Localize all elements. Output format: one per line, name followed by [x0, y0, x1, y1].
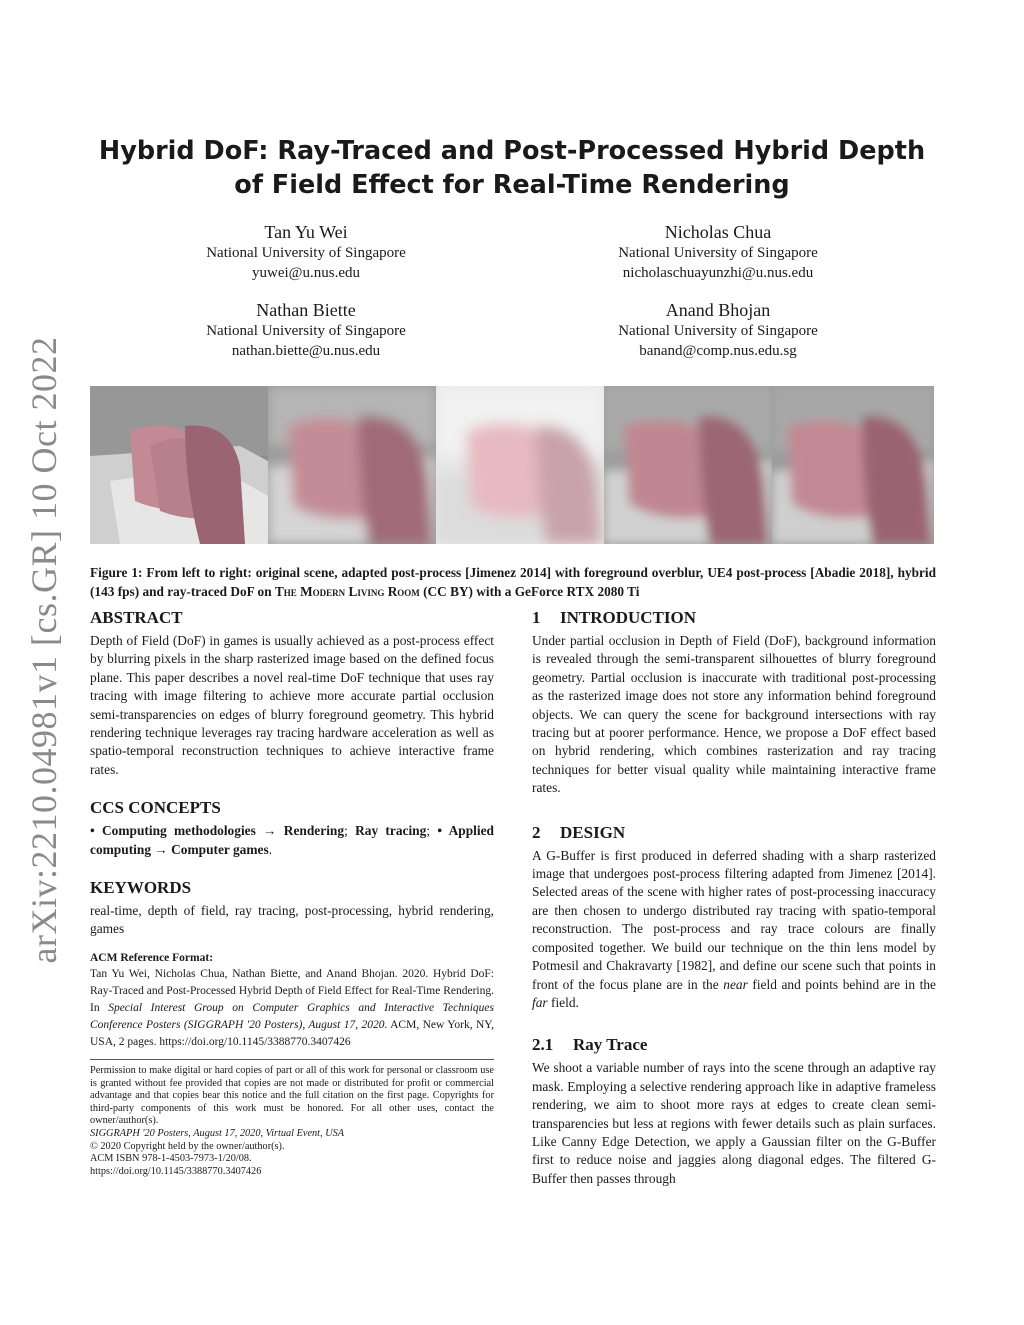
- author-affiliation: National University of Singapore: [206, 245, 406, 261]
- subsection-number: 2.1: [532, 1035, 554, 1055]
- ccs-arrow: →: [255, 823, 284, 839]
- author-name: Nicholas Chua: [664, 222, 772, 242]
- author-affiliation: National University of Singapore: [618, 245, 818, 261]
- acm-reference-heading: ACM Reference Format:: [90, 951, 214, 964]
- author-name: Anand Bhojan: [665, 300, 771, 320]
- caption-text-end: (CC BY) with a GeForce RTX 2080 Ti: [419, 584, 640, 599]
- keywords-heading: KEYWORDS: [90, 878, 192, 898]
- footnote-doi[interactable]: https://doi.org/10.1145/3388770.3407426: [90, 1165, 262, 1177]
- section-title: DESIGN: [560, 822, 626, 842]
- ccs-bullet: • Applied computing: [90, 823, 494, 857]
- author-email[interactable]: nicholaschuayunzhi@u.nus.edu: [622, 265, 814, 281]
- figure-panel-ray-traced: [772, 386, 934, 544]
- design-text: [532, 847, 936, 1013]
- figure-panel-ue4-post-process: [436, 386, 604, 544]
- keywords-text: real-time, depth of field, ray tracing, post-processing, hybrid rendering, games: [90, 903, 494, 937]
- figure-1: [90, 386, 934, 544]
- right-column: [532, 607, 936, 1188]
- design-text-a: A G-Buffer is first produced in deferred shading with a sharp rasterized image that undergoes post-process filtering adapted from Jimenez [2014]. Selected areas of the scene with higher rates of post-processing inaccuracy are then chosen to undergo distributed ray tracing with spatio-temporal reconstruction. The post-process and ray trace colours are finally composited together. We build our technique on the thin lens model by Potmesil and Chakravarty [1982], and define our scene such that points in front of the focus plane are in the: [532, 847, 936, 992]
- author-email[interactable]: nathan.biette@u.nus.edu: [231, 343, 381, 359]
- section-number: 1: [532, 608, 541, 627]
- arxiv-identifier: arXiv:2210.04981v1 [cs.GR] 10 Oct 2022: [24, 336, 64, 964]
- acm-reference-text: [90, 966, 494, 1051]
- author-block: [568, 221, 868, 283]
- section-title: INTRODUCTION: [560, 608, 697, 627]
- author-block: [568, 299, 868, 361]
- introduction-heading: [532, 607, 936, 629]
- ray-trace-heading: [532, 1034, 936, 1056]
- design-text-far: far: [532, 994, 548, 1010]
- ccs-separator: ;: [426, 823, 438, 839]
- left-column: [90, 607, 494, 1051]
- ccs-end: .: [268, 841, 273, 857]
- ccs-separator: ;: [344, 823, 356, 839]
- abstract-text: Depth of Field (DoF) in games is usually achieved as a post-process effect by blurring pixels in the sharp rasterized image based on the defined focus plane. This paper describes a novel real-time DoF technique that uses ray tracing with image filtering to achieve more accurate partial occlusion semi-transparencies on edges of blurry foreground geometry. This hybrid rendering technique leverages ray tracing hardware acceleration as well as spatio-temporal reconstruction techniques to achieve interactive frame rates.: [90, 633, 494, 777]
- ccs-heading: CCS CONCEPTS: [90, 798, 221, 818]
- footnote-venue: SIGGRAPH '20 Posters, August 17, 2020, Virtual Event, USA: [90, 1127, 345, 1139]
- subsection-title: Ray Trace: [573, 1035, 648, 1055]
- design-text-c: field.: [547, 994, 579, 1010]
- footnote: [90, 1065, 494, 1178]
- figure-panel-original: [90, 386, 268, 544]
- author-name: Nathan Biette: [256, 300, 356, 320]
- design-heading: [532, 822, 936, 844]
- author-block: [156, 299, 456, 361]
- acm-reference-publisher[interactable]: ACM, New York, NY, USA, 2 pages. https://doi.org/10.1145/3388770.3407426: [90, 1018, 494, 1048]
- design-text-b: field and points behind are in the: [747, 976, 936, 992]
- caption-text: Figure 1: From left to right: original scene, adapted post-process [Jimenez 2014] with foreground overblur, UE4 post-process [Abadie 2018], hybrid (143 fps) and ray-traced DoF on: [90, 565, 936, 599]
- ccs-arrow: →: [151, 841, 172, 857]
- ccs-bullet: • Computing methodologies: [90, 823, 256, 839]
- ccs-term: Rendering: [283, 823, 345, 839]
- ccs-term: Ray tracing: [355, 823, 427, 839]
- author-email[interactable]: yuwei@u.nus.edu: [252, 265, 360, 281]
- paper-title: Hybrid DoF: Ray-Traced and Post-Processed Hybrid Depth of Field Effect for Real-Time Rendering: [98, 136, 926, 200]
- caption-scene-name: The Modern Living Room: [274, 584, 420, 599]
- author-name: Tan Yu Wei: [264, 222, 348, 242]
- author-affiliation: National University of Singapore: [206, 323, 406, 339]
- design-text-near: near: [723, 976, 748, 992]
- figure-panel-hybrid: [604, 386, 772, 544]
- figure-caption: [90, 563, 936, 601]
- ccs-term: Computer games: [171, 841, 269, 857]
- footnote-copyright: © 2020 Copyright held by the owner/author(s).: [90, 1140, 285, 1152]
- acm-reference-venue: Special Interest Group on Computer Graphics and Interactive Techniques Conference Posters (SIGGRAPH '20 Posters), August 17, 2020.: [90, 1001, 494, 1031]
- ccs-concepts: [90, 822, 494, 859]
- abstract-heading: ABSTRACT: [90, 608, 183, 627]
- author-block: [156, 221, 456, 283]
- section-number: 2: [532, 822, 541, 842]
- author-affiliation: National University of Singapore: [618, 323, 818, 339]
- ray-trace-text: We shoot a variable number of rays into the scene through an adaptive ray mask. Employing a selective rendering approach like in adaptive frameless rendering, we aim to shoot more rays at edges to create clean semi-transparencies but less at regions with fewer details such as plain surfaces. Like Canny Edge Detection, we apply a Gaussian filter on the G-Buffer first to reduce noise and jaggies along diagonal edges. The filtered G-Buffer then passes through: [532, 1060, 936, 1186]
- footnote-divider: [90, 1059, 494, 1060]
- footnote-isbn: ACM ISBN 978-1-4503-7973-1/20/08.: [90, 1153, 252, 1165]
- author-email[interactable]: banand@comp.nus.edu.sg: [639, 343, 797, 359]
- introduction-text: Under partial occlusion in Depth of Field (DoF), background information is revealed through the semi-transparent silhouettes of blurry foreground geometry. Partial occlusion is inaccurate with traditional post-processing as the rasterized image does not store any information behind foreground objects. We can query the scene for background intersections with ray tracing but at poorer performance. Hence, we propose a DoF effect based on hybrid rendering, which combines rasterization and ray tracing techniques for better visual quality while maintaining interactive frame rates.: [532, 633, 936, 796]
- acm-reference-authors: Tan Yu Wei, Nicholas Chua, Nathan Biette, and Anand Bhojan. 2020. Hybrid DoF: Ray-Traced and Post-Processed Hybrid Depth of Field Effect for Real-Time Rendering. In: [90, 967, 494, 1014]
- permission-notice: Permission to make digital or hard copies of part or all of this work for personal or classroom use is granted without fee provided that copies are not made or distributed for profit or commercial advantage and that copies bear this notice and the full citation on the first page. Copyrights for third-party components of this work must be honored. For all other uses, contact the owner/author(s).: [90, 1065, 494, 1127]
- figure-panel-adapted-post-process: [268, 386, 436, 544]
